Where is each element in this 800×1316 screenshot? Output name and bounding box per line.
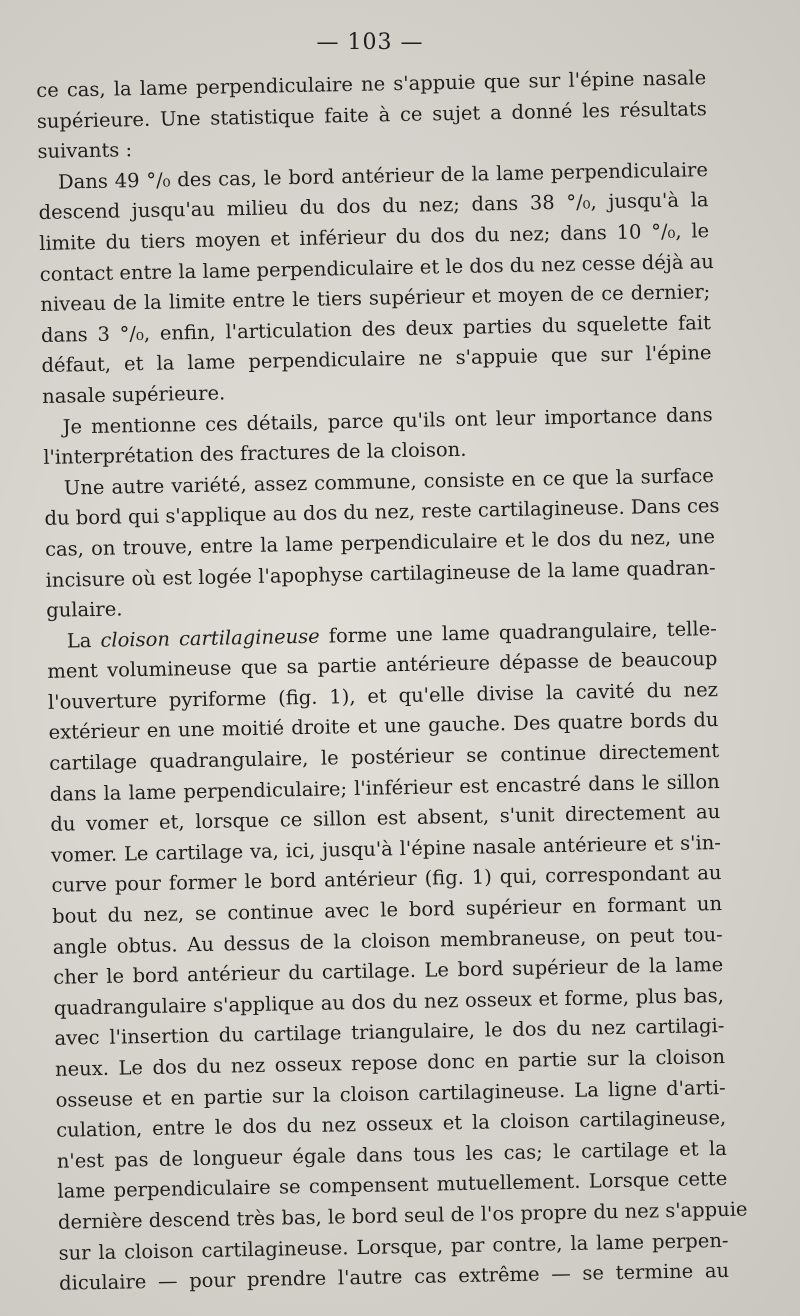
text-line: avec l'insertion du cartilage triangulaire, le dos du nez cartilagi- [54, 1014, 725, 1051]
text-line: extérieur en une moitié droite et une gauche. Des quatre bords du [48, 708, 719, 745]
text-line-rest: forme une lame quadrangulaire, telle- [328, 616, 717, 648]
page-number: — 103 — [316, 30, 424, 55]
text-line: neux. Le dos du nez osseux repose donc en partie sur la cloison [54, 1044, 726, 1081]
text-line: du vomer et, lorsque ce sillon est absent, s'unit directement au [50, 800, 721, 837]
text-line: bout du nez, se continue avec le bord supérieur en formant un [51, 892, 723, 928]
text-line: niveau de la limite entre le tiers supérieur et moyen de ce dernier; [40, 280, 711, 317]
text-line: descend jusqu'au milieu du dos du nez; dans 38 °/₀, jusqu'à la [38, 188, 709, 225]
text-line: l'interprétation des fractures de la cloison. [43, 437, 467, 470]
text-line: dans la lame perpendiculaire; l'inférieur est encastré dans le sillon [49, 769, 720, 806]
text-line: dernière descend très bas, le bord seul de l'os propre du nez s'appuie [57, 1197, 748, 1234]
text-line: angle obtus. Au dessus de la cloison membraneuse, on peut tou- [52, 922, 723, 959]
paragraph-lead: La [66, 628, 101, 653]
text-line: défaut, et la lame perpendiculaire ne s'appuie que sur l'épine [41, 341, 712, 378]
text-line: du bord qui s'applique au dos du nez, reste cartilagineuse. Dans ces [44, 494, 720, 531]
text-line: cas, on trouve, entre la lame perpendiculaire et le dos du nez, une [44, 524, 716, 561]
text-line: quadrangulaire s'applique au dos du nez osseux et forme, plus bas, [53, 983, 724, 1020]
text-line: incisure où est logée l'apophyse cartilagineuse de la lame quadran- [45, 555, 716, 592]
text-line: Je mentionne ces détails, parce qu'ils ont leur importance dans [62, 402, 713, 439]
text-line: Une autre variété, assez commune, consiste en ce que la surface [63, 463, 715, 500]
text-line: dans 3 °/₀, enfin, l'articulation des deux parties du squelette fait [40, 310, 712, 347]
text-line: cher le bord antérieur du cartilage. Le bord supérieur de la lame [53, 953, 724, 990]
text-line: culation, entre le dos du nez osseux et la cloison cartilagineuse, [56, 1106, 727, 1142]
text-line: diculaire — pour prendre l'autre cas extrême — se termine au [58, 1259, 730, 1295]
text-line: curve pour former le bord antérieur (fig. 1) qui, correspondant au [51, 861, 722, 898]
text-line: Dans 49 °/₀ des cas, le bord antérieur de la lame perpendiculaire [57, 157, 709, 194]
text-line: osseuse et en partie sur la cloison cartilagineuse. La ligne d'arti- [55, 1075, 726, 1112]
text-line: suivants : [37, 138, 133, 164]
text-line: n'est pas de longueur égale dans tous les cas; le cartilage et la [56, 1136, 727, 1173]
text-line: gulaire. [46, 597, 123, 622]
text-line: l'ouverture pyriforme (fig. 1), et qu'elle divise la cavité du nez [47, 677, 719, 714]
text-line: vomer. Le cartilage va, ici, jusqu'à l'épine nasale antérieure et s'in- [50, 830, 722, 867]
text-line: ment volumineuse que sa partie antérieure dépasse de beaucoup [47, 647, 718, 684]
text-line: ce cas, la lame perpendiculaire ne s'appuie que sur l'épine nasale [36, 66, 707, 102]
text-line: cartilage quadrangulaire, le postérieur se continue directement [48, 739, 720, 775]
text-line: limite du tiers moyen et inférieur du dos du nez; dans 10 °/₀, le [38, 219, 710, 255]
text-line: sur la cloison cartilagineuse. Lorsque, par contre, la lame perpen- [58, 1228, 729, 1265]
body-text [36, 63, 748, 1299]
text-line: nasale supérieure. [41, 381, 226, 408]
text-line: contact entre la lame perpendiculaire et le dos du nez cesse déjà au [39, 249, 715, 286]
text-line: supérieure. Une statistique faite à ce sujet a donné les résultats [36, 96, 707, 133]
emphasized-term: cloison cartilagineuse [100, 624, 320, 652]
text-line: lame perpendiculaire se compensent mutuellement. Lorsque cette [57, 1167, 728, 1204]
